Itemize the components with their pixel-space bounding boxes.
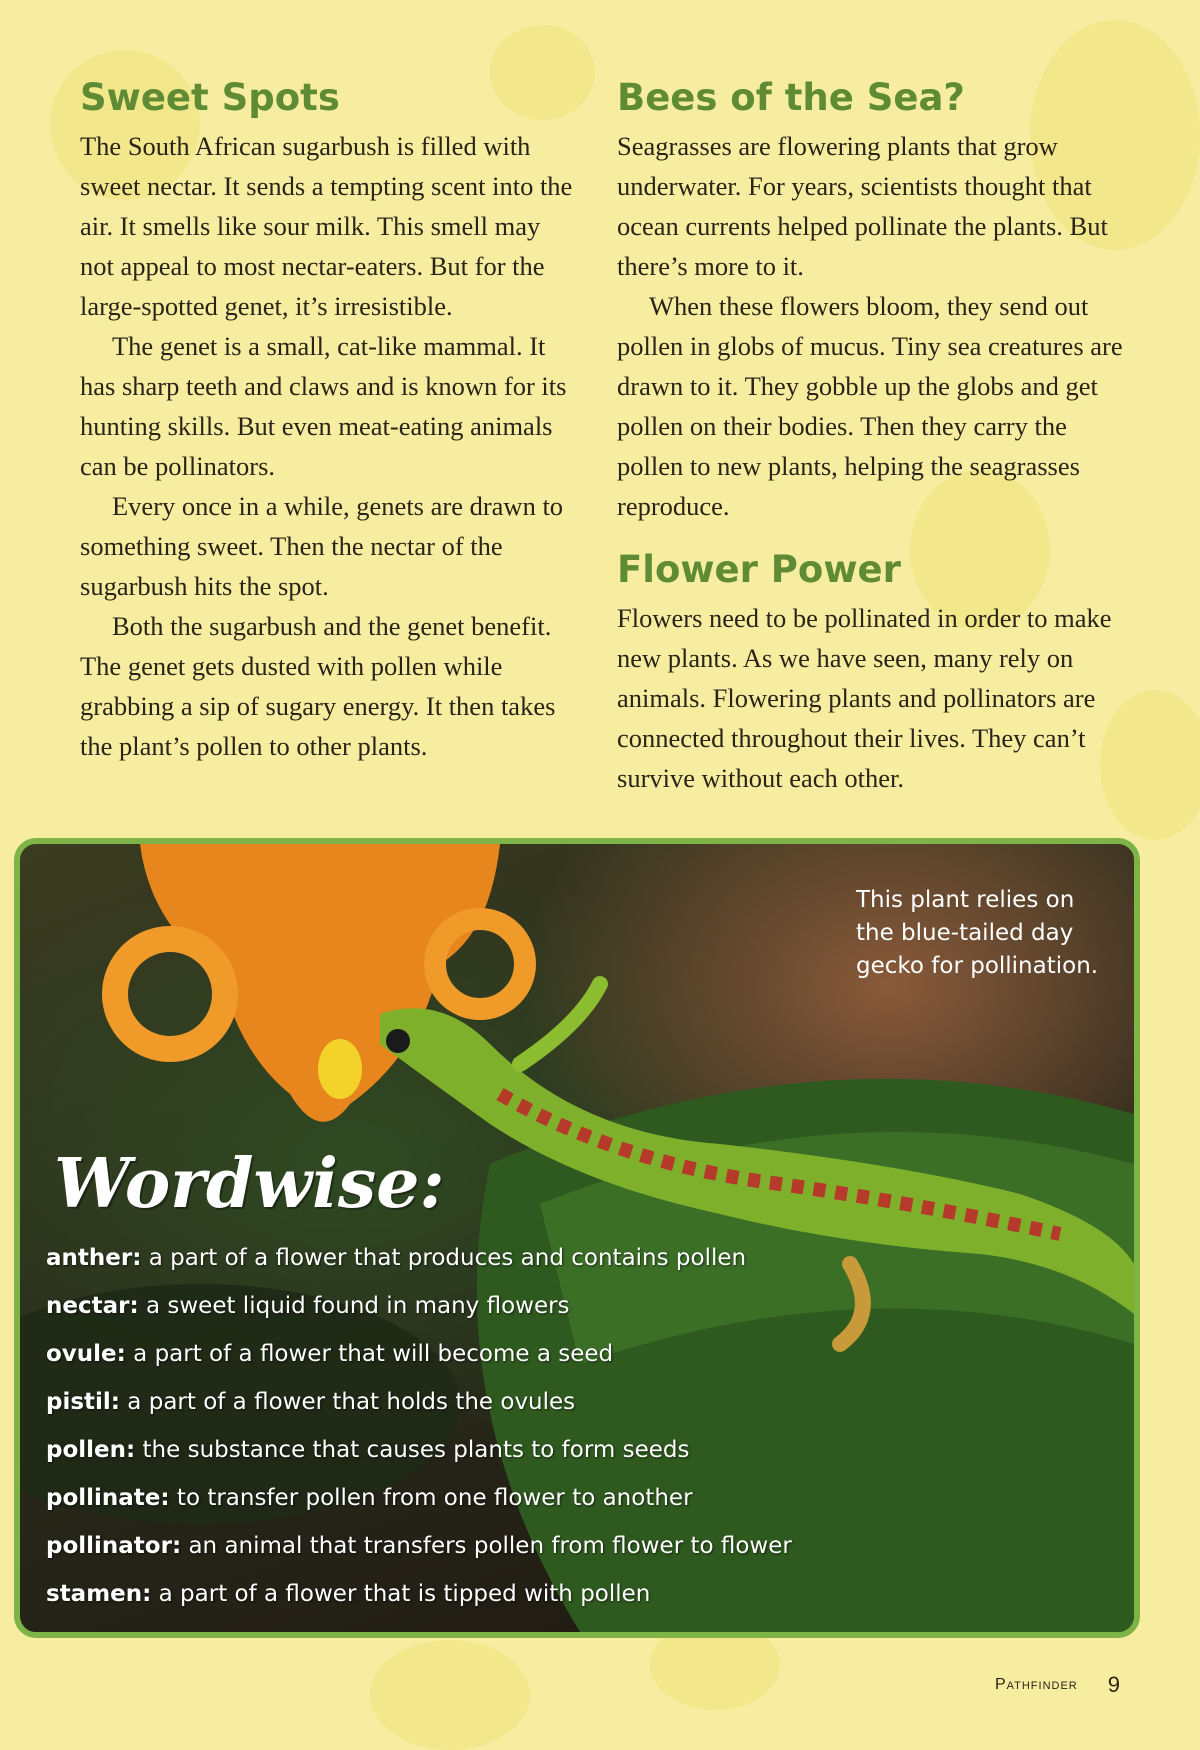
glossary-entry (46, 1282, 866, 1330)
heading-sweet-spots: Sweet Spots (80, 76, 340, 119)
glossary-definition: an animal that transfers pollen from flower to flower (181, 1533, 792, 1559)
glossary-entry (46, 1522, 866, 1570)
paragraph: When these flowers bloom, they send out pollen in globs of mucus. Tiny sea creatures are drawn to it. They gobble up the globs and get pollen on their bodies. Then they carry the pollen to new plants, helping the seagrasses reproduce. (617, 291, 1123, 521)
left-column (80, 70, 580, 766)
heading-flower-power: Flower Power (617, 548, 901, 591)
glossary-entry (46, 1330, 866, 1378)
paragraph: Both the sugarbush and the genet benefit. The genet gets dusted with pollen while grabbing a sip of sugary energy. It then takes the plant’s pollen to other plants. (80, 611, 556, 761)
paragraph: Every once in a while, genets are drawn to something sweet. Then the nectar of the sugarbush hits the spot. (80, 491, 564, 601)
gecko-eye (386, 1029, 410, 1053)
photo-caption: This plant relies on the blue-tailed day gecko for pollination. (856, 887, 1099, 979)
gecko-leg (520, 984, 600, 1064)
glossary-term: ovule: (46, 1341, 126, 1367)
gecko-photo-panel (14, 838, 1140, 1638)
glossary-term: stamen: (46, 1581, 152, 1607)
glossary-definition: a part of a flower that holds the ovules (120, 1389, 576, 1415)
glossary-definition: a part of a flower that will become a seed (125, 1341, 614, 1367)
glossary-definition: to transfer pollen from one flower to another (169, 1485, 693, 1511)
paragraph: The South African sugarbush is filled with sweet nectar. It sends a tempting scent into the air. It smells like sour milk. This smell may not appeal to most nectar-eaters. But for the large-spotted genet, it’s irresistible. (80, 131, 573, 321)
page-number: 9 (1107, 1672, 1120, 1697)
paragraph: The genet is a small, cat-like mammal. It has sharp teeth and claws and is known for its hunting skills. But even meat-eating animals can be pollinators. (80, 331, 567, 481)
section-gap (617, 526, 1137, 542)
glossary-term: pollinator: (46, 1533, 182, 1559)
glossary-entry (46, 1570, 866, 1618)
glossary-term: nectar: (46, 1293, 139, 1319)
glossary-definition: a part of a flower that is tipped with pollen (151, 1581, 651, 1607)
glossary-term: pistil: (46, 1389, 120, 1415)
glossary-entry (46, 1234, 866, 1282)
glossary-definition: a sweet liquid found in many flowers (138, 1293, 570, 1319)
glossary-entry (46, 1378, 866, 1426)
glossary-definition: a part of a flower that produces and contains pollen (141, 1245, 747, 1271)
flower-nectar (318, 1039, 362, 1099)
flower-curl (435, 919, 525, 1009)
wordwise-title: Wordwise: (54, 1144, 445, 1224)
glossary-entry (46, 1474, 866, 1522)
glossary-term: pollinate: (46, 1485, 170, 1511)
glossary-term: anther: (46, 1245, 142, 1271)
flower-curl (115, 939, 225, 1049)
glossary-definition: the substance that causes plants to form seeds (135, 1437, 690, 1463)
publication-name: Pathfinder (994, 1676, 1078, 1693)
paragraph: Flowers need to be pollinated in order to make new plants. As we have seen, many rely on animals. Flowering plants and pollinators are connected throughout their lives. They can’t survive without each other. (617, 603, 1112, 793)
page-footer (995, 1672, 1120, 1698)
glossary-list (46, 1234, 866, 1618)
background-dot (370, 1640, 530, 1750)
heading-bees-of-the-sea: Bees of the Sea? (617, 76, 965, 119)
paragraph: Seagrasses are flowering plants that grow underwater. For years, scientists thought that ocean currents helped pollinate the plants. But there’s more to it. (617, 131, 1108, 281)
glossary-entry (46, 1426, 866, 1474)
glossary-term: pollen: (46, 1437, 136, 1463)
right-column (617, 70, 1137, 798)
